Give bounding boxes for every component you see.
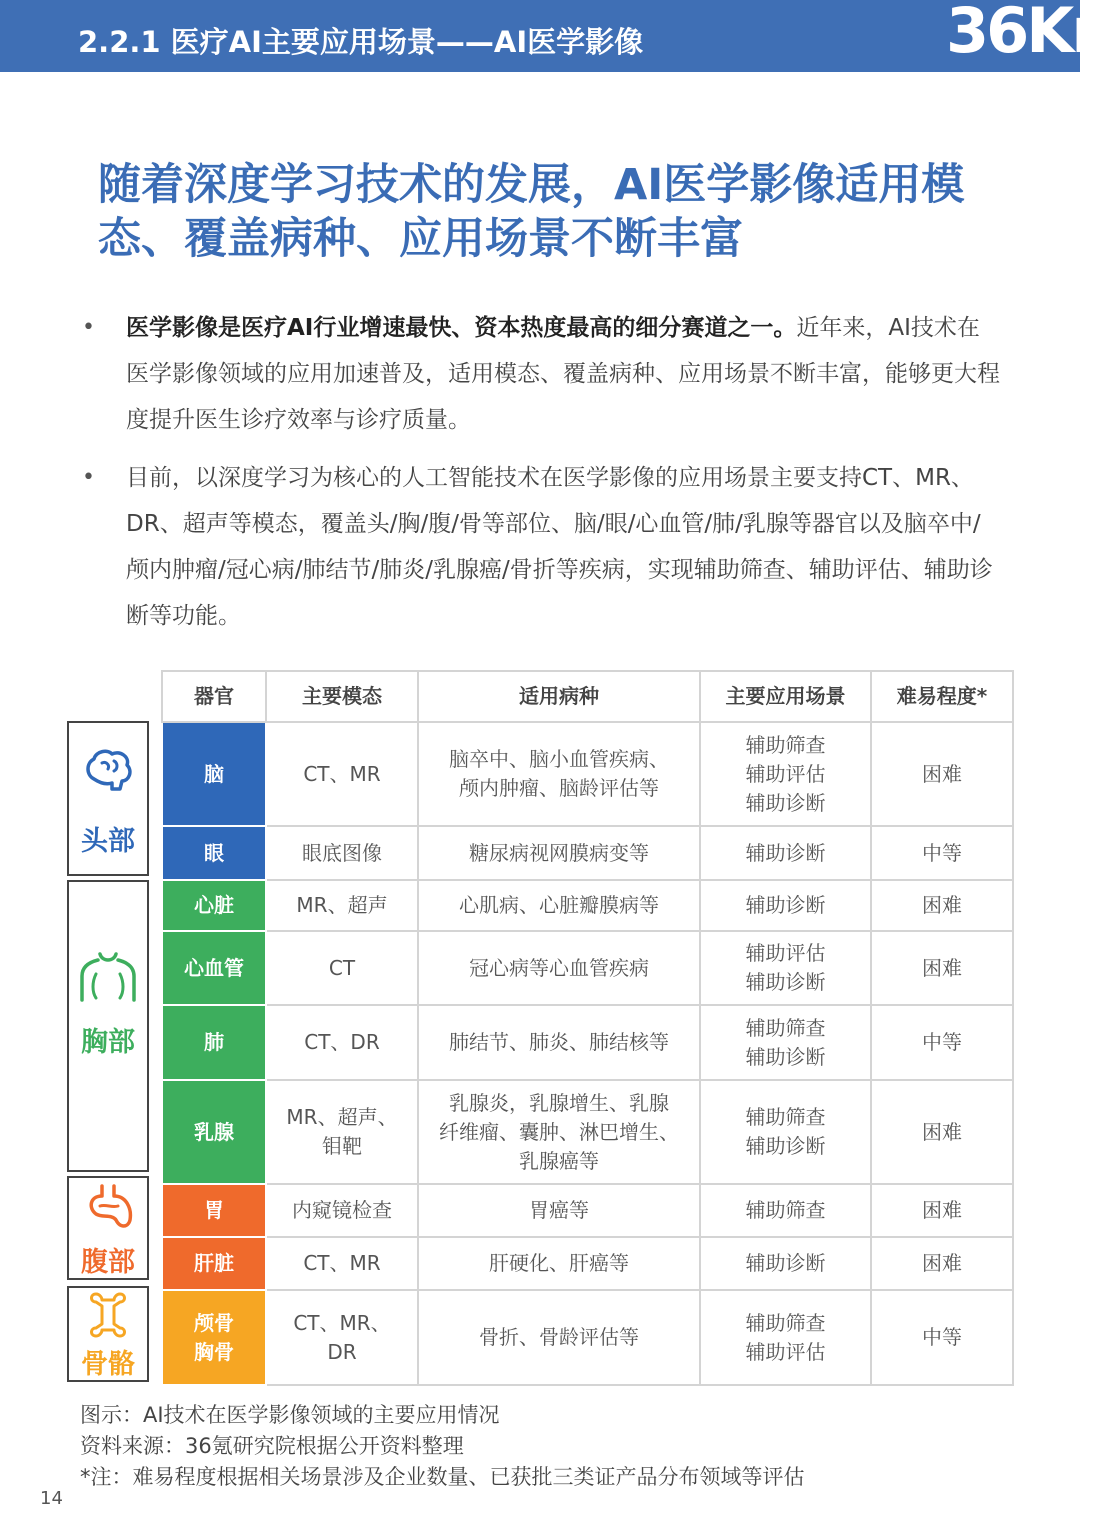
region-head <box>67 721 149 876</box>
scenario-cell: 辅助筛查 辅助评估 辅助诊断 <box>700 722 871 826</box>
note-caption: *注：难易程度根据相关场景涉及企业数量、已获批三类证产品分布领域等评估 <box>80 1465 805 1489</box>
stomach-icon <box>82 1184 134 1234</box>
disease-cell: 糖尿病视网膜病变等 <box>418 826 700 880</box>
disease-cell: 肝硬化、肝癌等 <box>418 1237 700 1290</box>
table-row <box>162 1184 1013 1237</box>
column-header: 器官 <box>162 671 266 722</box>
modality-cell: CT、MR <box>266 1237 418 1290</box>
torso-icon <box>78 950 138 1006</box>
difficulty-cell: 困难 <box>871 1080 1013 1184</box>
scenario-cell: 辅助诊断 <box>700 1237 871 1290</box>
column-header: 主要应用场景 <box>700 671 871 722</box>
bone-icon <box>86 1290 130 1338</box>
organ-cell: 胃 <box>162 1184 266 1237</box>
bullet-item <box>82 305 1002 443</box>
disease-cell: 肺结节、肺炎、肺结核等 <box>418 1005 700 1080</box>
organ-cell: 眼 <box>162 826 266 880</box>
figure-caption: 图示：AI技术在医学影像领域的主要应用情况 <box>80 1403 500 1427</box>
column-header: 主要模态 <box>266 671 418 722</box>
region-label: 骨骼 <box>81 1349 135 1380</box>
bullet-dot-icon: • <box>82 315 95 340</box>
modality-cell: CT <box>266 931 418 1005</box>
column-header: 适用病种 <box>418 671 700 722</box>
table-row <box>162 1005 1013 1080</box>
difficulty-cell: 中等 <box>871 1290 1013 1385</box>
modality-cell: 内窥镜检查 <box>266 1184 418 1237</box>
section-title: 2.2.1 医疗AI主要应用场景——AI医学影像 <box>78 25 644 59</box>
disease-cell: 胃癌等 <box>418 1184 700 1237</box>
scenario-cell: 辅助诊断 <box>700 826 871 880</box>
region-label: 胸部 <box>81 1027 135 1058</box>
bullet-text: 目前，以深度学习为核心的人工智能技术在医学影像的应用场景主要支持CT、MR、DR、超声等模态，覆盖头/胸/腹/骨等部位、脑/眼/心血管/肺/乳腺等器官以及脑卒中/颅内肿瘤/冠心病/肺结节/肺炎/乳腺癌/骨折等疾病，实现辅助筛查、辅助评估、辅助诊断等功能。 <box>126 465 993 629</box>
disease-cell: 骨折、骨龄评估等 <box>418 1290 700 1385</box>
disease-cell: 乳腺炎，乳腺增生、乳腺 纤维瘤、囊肿、淋巴增生、 乳腺癌等 <box>418 1080 700 1184</box>
table-row <box>162 931 1013 1005</box>
disease-cell: 心肌病、心脏瓣膜病等 <box>418 880 700 931</box>
organ-cell: 心脏 <box>162 880 266 931</box>
table-row <box>162 1080 1013 1184</box>
table-row <box>162 1290 1013 1385</box>
region-label: 头部 <box>81 826 135 857</box>
difficulty-cell: 困难 <box>871 722 1013 826</box>
bullet-text: 近年来，AI技术在医学影像领域的应用加速普及，适用模态、覆盖病种、应用场景不断丰富，能够更大程度提升医生诊疗效率与诊疗质量。 <box>126 315 1000 433</box>
modality-cell: MR、超声 <box>266 880 418 931</box>
organ-cell: 颅骨 胸骨 <box>162 1290 266 1385</box>
scenario-cell: 辅助筛查 <box>700 1184 871 1237</box>
scenario-cell: 辅助筛查 辅助诊断 <box>700 1080 871 1184</box>
difficulty-cell: 中等 <box>871 826 1013 880</box>
source-caption: 资料来源：36氪研究院根据公开资料整理 <box>80 1434 464 1458</box>
imaging-application-table <box>161 670 1014 1386</box>
page-number: 14 <box>40 1488 63 1509</box>
disease-cell: 冠心病等心血管疾病 <box>418 931 700 1005</box>
table-row <box>162 880 1013 931</box>
figure-captions <box>80 1400 805 1493</box>
difficulty-cell: 困难 <box>871 1237 1013 1290</box>
bullet-bold-text: 医学影像是医疗AI行业增速最快、资本热度最高的细分赛道之一。 <box>126 315 797 341</box>
region-abdomen <box>67 1176 149 1280</box>
modality-cell: MR、超声、 钼靶 <box>266 1080 418 1184</box>
logo-text: 36Kr <box>946 0 1099 67</box>
modality-cell: CT、MR、 DR <box>266 1290 418 1385</box>
table-row <box>162 1237 1013 1290</box>
modality-cell: 眼底图像 <box>266 826 418 880</box>
difficulty-cell: 困难 <box>871 1184 1013 1237</box>
difficulty-cell: 中等 <box>871 1005 1013 1080</box>
disease-cell: 脑卒中、脑小血管疾病、 颅内肿瘤、脑龄评估等 <box>418 722 700 826</box>
difficulty-cell: 困难 <box>871 880 1013 931</box>
bullet-list <box>82 305 1002 651</box>
organ-cell: 肺 <box>162 1005 266 1080</box>
brand-logo <box>940 0 1099 72</box>
column-header: 难易程度* <box>871 671 1013 722</box>
bullet-dot-icon: • <box>82 465 95 490</box>
modality-cell: CT、MR <box>266 722 418 826</box>
region-label: 腹部 <box>81 1247 135 1278</box>
organ-cell: 肝脏 <box>162 1237 266 1290</box>
modality-cell: CT、DR <box>266 1005 418 1080</box>
brain-icon <box>80 745 136 801</box>
organ-cell: 心血管 <box>162 931 266 1005</box>
scenario-cell: 辅助评估 辅助诊断 <box>700 931 871 1005</box>
region-chest <box>67 880 149 1172</box>
bullet-item <box>82 455 1002 639</box>
scenario-cell: 辅助筛查 辅助诊断 <box>700 1005 871 1080</box>
table-row <box>162 826 1013 880</box>
organ-cell: 脑 <box>162 722 266 826</box>
region-bone <box>67 1286 149 1382</box>
scenario-cell: 辅助诊断 <box>700 880 871 931</box>
table-row <box>162 722 1013 826</box>
scenario-cell: 辅助筛查 辅助评估 <box>700 1290 871 1385</box>
page-header <box>0 0 1099 72</box>
table-header-row <box>162 671 1013 722</box>
difficulty-cell: 困难 <box>871 931 1013 1005</box>
page-headline: 随着深度学习技术的发展，AI医学影像适用模态、覆盖病种、应用场景不断丰富 <box>98 160 965 264</box>
organ-cell: 乳腺 <box>162 1080 266 1184</box>
